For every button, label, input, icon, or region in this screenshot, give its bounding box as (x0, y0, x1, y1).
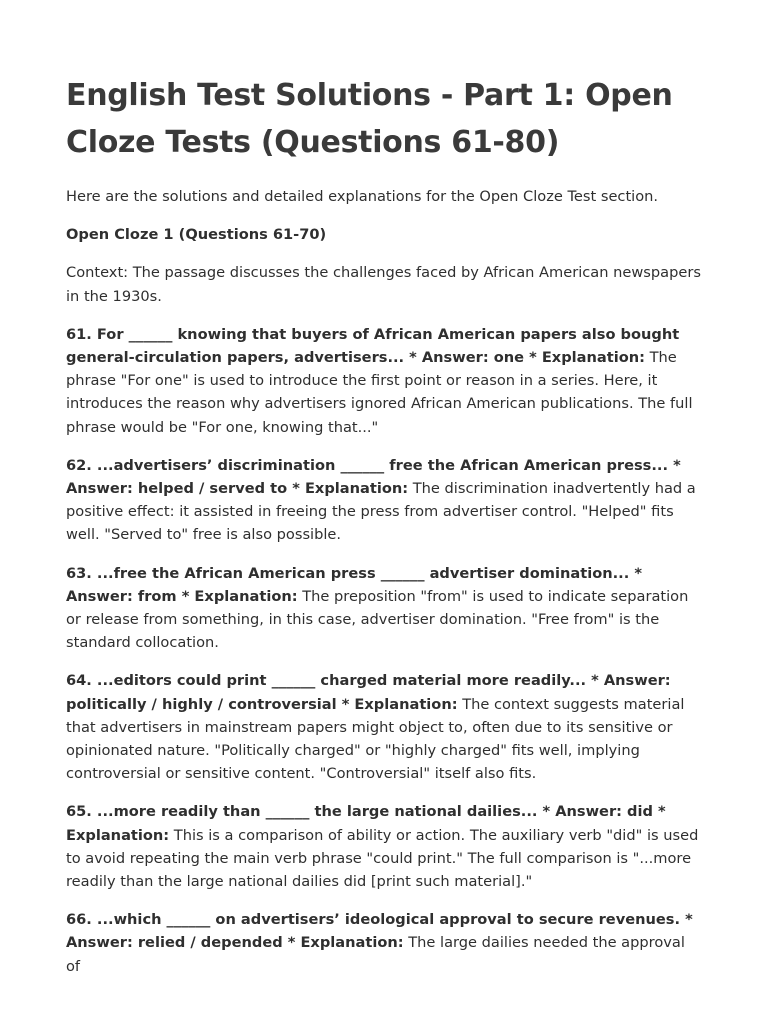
question-explanation: The discrimination inadvertently had a positive effect: it assisted in freeing the press from advertiser control. "Helped" fits well. "Served to" free is also possible. (66, 480, 696, 544)
question-prompt: 61. For ______ knowing that buyers of African American papers also bought general-circulation papers, advertisers... * Answer: one * Explanation: (66, 325, 680, 367)
question-explanation: The large dailies needed the approval of (66, 934, 685, 975)
question-66 (66, 908, 702, 978)
question-prompt: 66. ...which ______ on advertisers’ ideological approval to secure revenues. * Answer: relied / depended * Explanation: (66, 911, 693, 952)
question-prompt: 65. ...more readily than ______ the large national dailies... * Answer: did * Explanation: (66, 803, 666, 844)
question-prompt: 63. ...free the African American press ______ advertiser domination... * Answer: from * Explanation: (66, 564, 642, 605)
question-64 (66, 669, 702, 785)
question-explanation: The preposition "from" is used to indicate separation or release from something, in this case, advertiser domination. "Free from" is the standard collocation. (66, 587, 689, 652)
question-63 (66, 562, 702, 655)
context-paragraph: Context: The passage discusses the challenges faced by African American newspapers in the 1930s. (66, 264, 701, 305)
page-title: English Test Solutions - Part 1: Open Cloze Tests (Questions 61-80) (66, 78, 673, 160)
question-prompt: 64. ...editors could print ______ charged material more readily... * Answer: politically / highly / controversial * Explanation: (66, 672, 671, 713)
section-heading: Open Cloze 1 (Questions 61-70) (66, 226, 327, 244)
question-62 (66, 454, 702, 547)
question-61 (66, 323, 702, 439)
question-65 (66, 800, 702, 893)
intro-paragraph: Here are the solutions and detailed explanations for the Open Cloze Test section. (66, 188, 659, 205)
question-explanation: The context suggests material that advertisers in mainstream papers might object to, often due to its sensitive or opinionated nature. "Politically charged" or "highly charged" fits well, implying controversial or sensitive content. "Controversial" itself also fits. (66, 695, 685, 783)
question-explanation: The phrase "For one" is used to introduce the first point or reason in a series. Here, it introduces the reason why advertisers ignored African American publications. The full phrase would be "For one, knowing that..." (66, 349, 693, 436)
question-explanation: This is a comparison of ability or action. The auxiliary verb "did" is used to avoid repeating the main verb phrase "could print." The full comparison is "...more readily than the large national dailies did [print such material]." (66, 826, 699, 891)
question-prompt: 62. ...advertisers’ discrimination ______ free the African American press... * Answer: helped / served to * Explanation: (66, 456, 681, 498)
